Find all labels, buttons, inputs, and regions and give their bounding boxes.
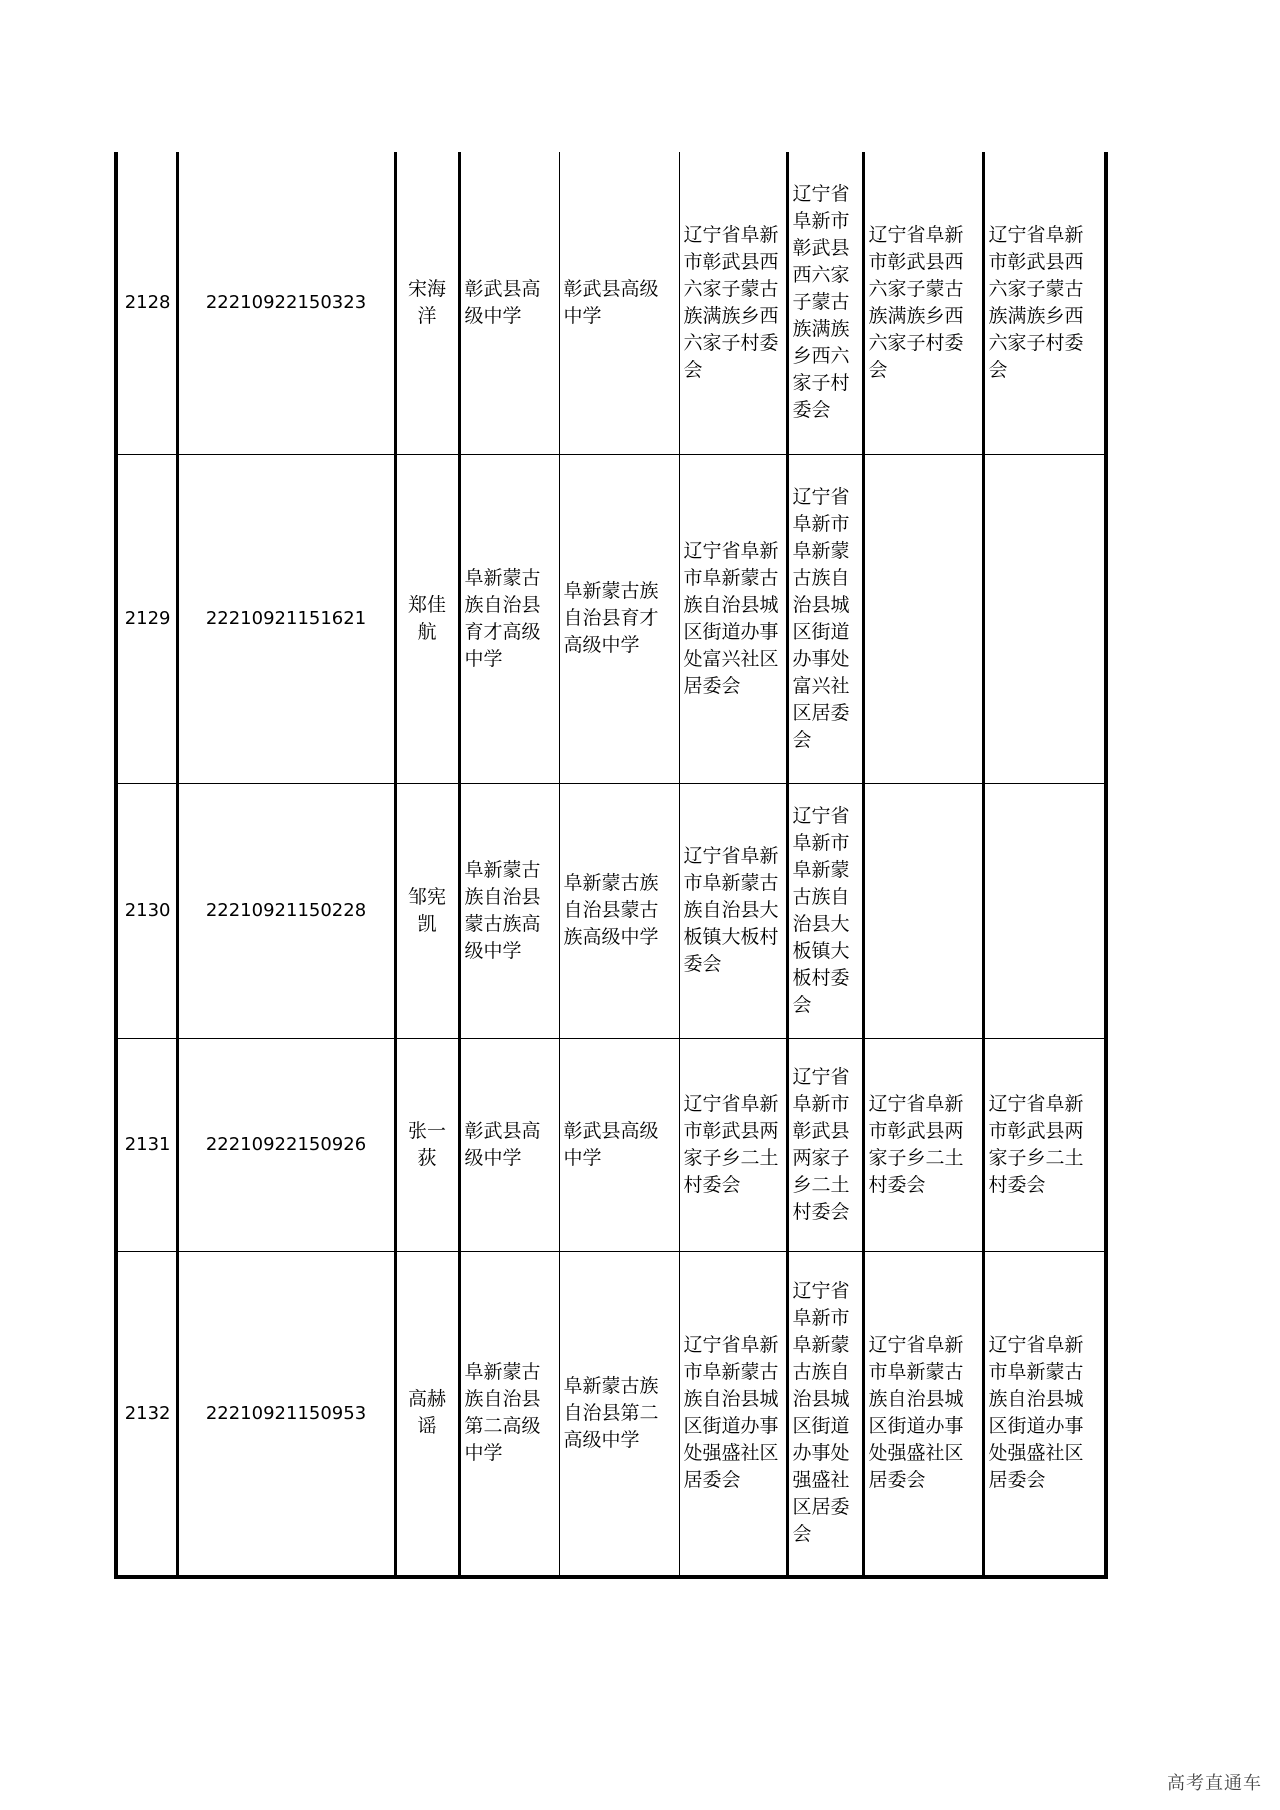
address-cell-3: 辽宁省阜新市阜新蒙古族自治县城区街道办事处强盛社区居委会 <box>863 1251 983 1577</box>
address-cell-1: 辽宁省阜新市阜新蒙古族自治县城区街道办事处富兴社区居委会 <box>679 454 787 783</box>
table-row <box>116 152 1106 454</box>
table-row <box>116 454 1106 783</box>
seq-cell: 2131 <box>116 1038 177 1251</box>
address-cell-3: 辽宁省阜新市彰武县西六家子蒙古族满族乡西六家子村委会 <box>863 152 983 454</box>
exam-id-cell: 22210922150926 <box>177 1038 395 1251</box>
name-cell: 宋海洋 <box>395 152 459 454</box>
seq-cell: 2130 <box>116 783 177 1038</box>
address-cell-2: 辽宁省阜新市阜新蒙古族自治县大板镇大板村委会 <box>787 783 863 1038</box>
name-cell: 张一荻 <box>395 1038 459 1251</box>
exam-id-cell: 22210921150953 <box>177 1251 395 1577</box>
watermark: 高考直通车 <box>1167 1773 1262 1794</box>
address-cell-1: 辽宁省阜新市彰武县西六家子蒙古族满族乡西六家子村委会 <box>679 152 787 454</box>
address-cell-4 <box>983 783 1106 1038</box>
school-cell-2: 彰武县高级中学 <box>559 1038 679 1251</box>
table-row <box>116 1251 1106 1577</box>
address-cell-2: 辽宁省阜新市彰武县西六家子蒙古族满族乡西六家子村委会 <box>787 152 863 454</box>
school-cell: 阜新蒙古族自治县蒙古族高级中学 <box>459 783 559 1038</box>
address-cell-3 <box>863 783 983 1038</box>
address-cell-3 <box>863 454 983 783</box>
name-cell: 邹宪凯 <box>395 783 459 1038</box>
exam-id-cell: 22210921150228 <box>177 783 395 1038</box>
address-cell-4 <box>983 454 1106 783</box>
address-cell-1: 辽宁省阜新市彰武县两家子乡二土村委会 <box>679 1038 787 1251</box>
address-cell-1: 辽宁省阜新市阜新蒙古族自治县城区街道办事处强盛社区居委会 <box>679 1251 787 1577</box>
school-cell: 阜新蒙古族自治县育才高级中学 <box>459 454 559 783</box>
seq-cell: 2128 <box>116 152 177 454</box>
address-cell-4: 辽宁省阜新市阜新蒙古族自治县城区街道办事处强盛社区居委会 <box>983 1251 1106 1577</box>
address-cell-3: 辽宁省阜新市彰武县两家子乡二土村委会 <box>863 1038 983 1251</box>
address-cell-4: 辽宁省阜新市彰武县西六家子蒙古族满族乡西六家子村委会 <box>983 152 1106 454</box>
exam-id-cell: 22210922150323 <box>177 152 395 454</box>
seq-cell: 2132 <box>116 1251 177 1577</box>
student-table <box>114 152 1108 1579</box>
school-cell-2: 阜新蒙古族自治县蒙古族高级中学 <box>559 783 679 1038</box>
school-cell: 彰武县高级中学 <box>459 1038 559 1251</box>
school-cell-2: 彰武县高级中学 <box>559 152 679 454</box>
seq-cell: 2129 <box>116 454 177 783</box>
address-cell-2: 辽宁省阜新市彰武县两家子乡二土村委会 <box>787 1038 863 1251</box>
exam-id-cell: 22210921151621 <box>177 454 395 783</box>
address-cell-2: 辽宁省阜新市阜新蒙古族自治县城区街道办事处强盛社区居委会 <box>787 1251 863 1577</box>
address-cell-2: 辽宁省阜新市阜新蒙古族自治县城区街道办事处富兴社区居委会 <box>787 454 863 783</box>
address-cell-4: 辽宁省阜新市彰武县两家子乡二土村委会 <box>983 1038 1106 1251</box>
name-cell: 郑佳航 <box>395 454 459 783</box>
school-cell-2: 阜新蒙古族自治县第二高级中学 <box>559 1251 679 1577</box>
table-row <box>116 783 1106 1038</box>
address-cell-1: 辽宁省阜新市阜新蒙古族自治县大板镇大板村委会 <box>679 783 787 1038</box>
school-cell: 阜新蒙古族自治县第二高级中学 <box>459 1251 559 1577</box>
school-cell-2: 阜新蒙古族自治县育才高级中学 <box>559 454 679 783</box>
name-cell: 高赫谣 <box>395 1251 459 1577</box>
table-row <box>116 1038 1106 1251</box>
school-cell: 彰武县高级中学 <box>459 152 559 454</box>
